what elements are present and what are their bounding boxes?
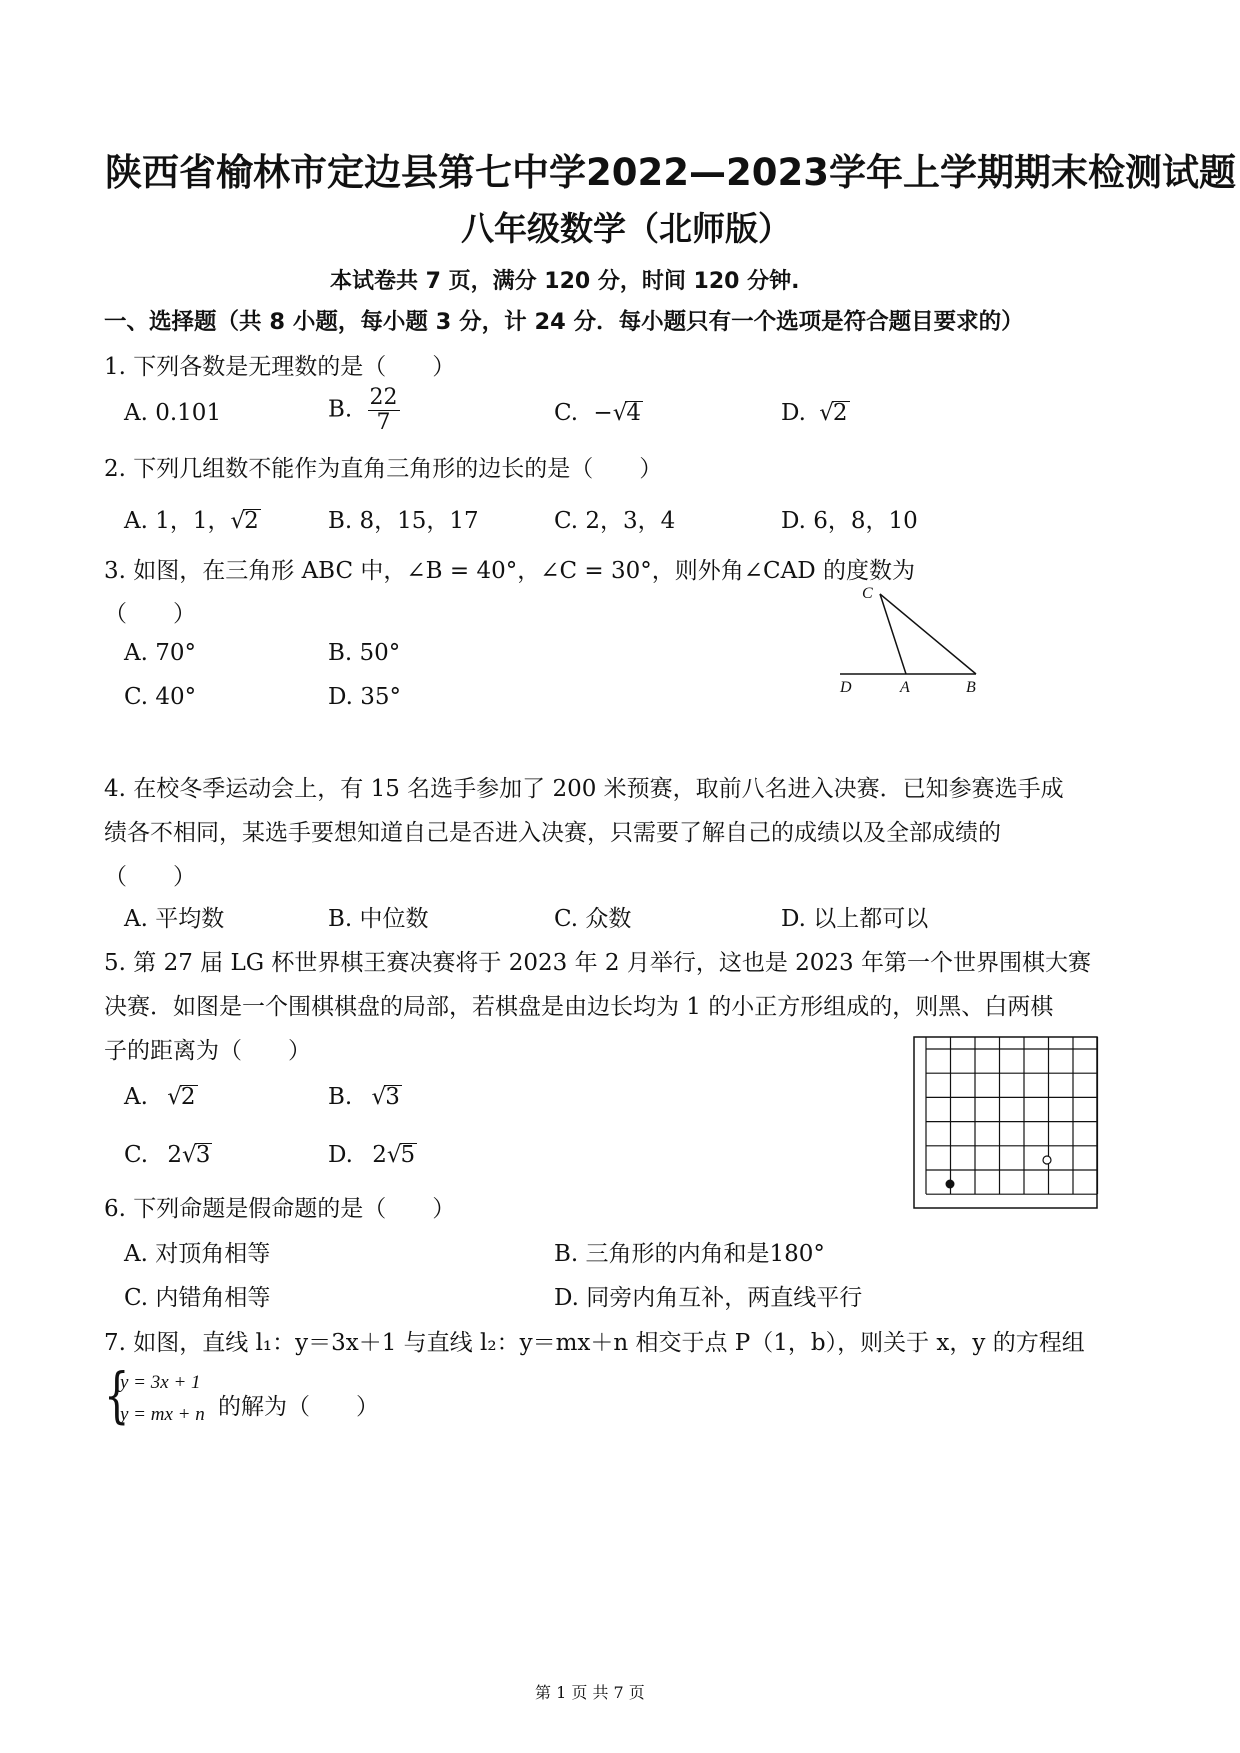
q5-option-b xyxy=(328,1084,402,1110)
q3-option-a: A. 70° xyxy=(124,640,196,666)
radical-icon: √ xyxy=(230,508,246,534)
q6-option-a: A. 对顶角相等 xyxy=(124,1241,271,1267)
go-board-figure xyxy=(913,1036,1099,1210)
q5-option-a xyxy=(124,1084,198,1110)
radical-icon: √ xyxy=(167,1084,182,1110)
q2-option-c: C. 2，3，4 xyxy=(554,508,676,534)
segment-ca xyxy=(880,594,906,674)
page-footer: 第 1 页 共 7 页 xyxy=(535,1683,645,1702)
board-grid xyxy=(926,1037,1098,1194)
radical-icon: √ xyxy=(612,400,628,426)
q1-fraction xyxy=(368,386,400,435)
q4-option-b: B. 中位数 xyxy=(328,906,429,932)
question-5-line-1: 5. 第 27 届 LG 杯世界棋王赛决赛将于 2023 年 2 月举行，这也是 2023 年第一个世界围棋大赛 xyxy=(104,950,1091,976)
white-stone xyxy=(1043,1156,1051,1164)
q5-option-c xyxy=(124,1142,212,1168)
q2-option-a-radicand: 2 xyxy=(244,508,259,534)
q1-option-c-label: C. xyxy=(554,400,579,426)
q3-option-d: D. 35° xyxy=(328,684,402,710)
question-5-line-3: 子的距离为（ ） xyxy=(104,1038,311,1064)
question-7-tail: 的解为（ ） xyxy=(218,1394,379,1420)
q1-fraction-denominator: 7 xyxy=(376,410,391,436)
radical-icon: √ xyxy=(819,400,834,426)
q2-option-a-label: A. 1，1， xyxy=(124,508,231,534)
radical-icon: √ xyxy=(386,1142,402,1168)
question-6-stem: 6. 下列命题是假命题的是（ ） xyxy=(104,1196,456,1222)
exam-title: 陕西省榆林市定边县第七中学2022—2023学年上学期期末检测试题 xyxy=(105,151,1236,194)
question-4-paren: （ ） xyxy=(104,864,196,890)
segment-cb xyxy=(880,594,976,674)
question-1-stem: 1. 下列各数是无理数的是（ ） xyxy=(104,354,456,380)
q3-option-c: C. 40° xyxy=(124,684,197,710)
question-3-paren: （ ） xyxy=(104,601,196,627)
q1-option-d xyxy=(781,400,850,426)
radical-icon: √ xyxy=(371,1084,387,1110)
q5-option-c-label: C. xyxy=(124,1142,149,1168)
black-stone xyxy=(946,1180,955,1189)
q1-option-b-label: B. xyxy=(328,396,353,423)
label-a: A xyxy=(900,679,910,696)
label-c: C xyxy=(862,585,873,602)
q1-option-d-radicand: 2 xyxy=(832,400,848,426)
q5-option-a-radicand: 2 xyxy=(180,1084,196,1110)
q5-option-d-radicand: 5 xyxy=(400,1142,416,1168)
brace-icon: { xyxy=(104,1361,130,1431)
section-heading: 一、选择题（共 8 小题，每小题 3 分，计 24 分．每小题只有一个选项是符合题目要求的） xyxy=(104,309,1024,335)
q4-option-d: D. 以上都可以 xyxy=(781,906,929,932)
q6-option-d: D. 同旁内角互补，两直线平行 xyxy=(554,1285,863,1311)
q6-option-b: B. 三角形的内角和是180° xyxy=(554,1241,825,1267)
q1-option-c xyxy=(554,400,643,426)
q3-option-b: B. 50° xyxy=(328,640,401,666)
q1-option-c-radicand: 4 xyxy=(626,400,641,426)
question-4-line-1: 4. 在校冬季运动会上，有 15 名选手参加了 200 米预赛，取前八名进入决赛．已知参赛选手成 xyxy=(104,776,1064,802)
q5-option-d-label: D. xyxy=(328,1142,353,1168)
q1-option-a: A. 0.101 xyxy=(124,400,222,426)
question-7-stem: 7. 如图，直线 l₁：y＝3x＋1 与直线 l₂：y＝mx＋n 相交于点 P（1，b），则关于 x，y 的方程组 xyxy=(104,1330,1085,1356)
q5-option-a-label: A. xyxy=(124,1084,148,1110)
question-2-stem: 2. 下列几组数不能作为直角三角形的边长的是（ ） xyxy=(104,456,663,482)
q5-option-d xyxy=(328,1142,417,1168)
radical-icon: √ xyxy=(182,1142,197,1168)
question-3-stem: 3. 如图，在三角形 ABC 中，∠B = 40°，∠C = 30°，则外角∠CAD 的度数为 xyxy=(104,558,916,584)
q2-option-d: D. 6，8，10 xyxy=(781,508,918,534)
question-4-line-2: 绩各不相同，某选手要想知道自己是否进入决赛，只需要了解自己的成绩以及全部成绩的 xyxy=(104,820,1001,846)
triangle-figure xyxy=(830,580,990,700)
q5-option-c-coef: 2 xyxy=(167,1142,183,1168)
q1-option-d-label: D. xyxy=(781,400,806,426)
q1-fraction-numerator: 22 xyxy=(369,385,398,410)
q5-option-b-radicand: 3 xyxy=(385,1084,400,1110)
question-5-line-2: 决赛．如图是一个围棋棋盘的局部，若棋盘是由边长均为 1 的小正方形组成的，则黑、白两棋 xyxy=(104,994,1054,1020)
q2-option-b: B. 8，15，17 xyxy=(328,508,479,534)
board-border xyxy=(914,1037,1097,1208)
q4-option-c: C. 众数 xyxy=(554,906,632,932)
system-equation-1: y = 3x + 1 xyxy=(120,1372,201,1393)
label-d: D xyxy=(840,679,852,696)
system-equation-2: y = mx + n xyxy=(120,1404,205,1425)
q5-option-b-label: B. xyxy=(328,1084,353,1110)
q1-minus-sign: − xyxy=(593,400,613,426)
exam-subtitle: 八年级数学（北师版） xyxy=(461,209,791,248)
q4-option-a: A. 平均数 xyxy=(124,906,225,932)
q5-option-c-radicand: 3 xyxy=(195,1142,211,1168)
q2-option-a xyxy=(124,502,261,535)
exam-info: 本试卷共 7 页，满分 120 分，时间 120 分钟. xyxy=(330,269,800,294)
q1-option-b xyxy=(328,386,400,435)
q5-option-d-coef: 2 xyxy=(372,1142,387,1168)
label-b: B xyxy=(966,679,976,696)
q6-option-c: C. 内错角相等 xyxy=(124,1285,271,1311)
